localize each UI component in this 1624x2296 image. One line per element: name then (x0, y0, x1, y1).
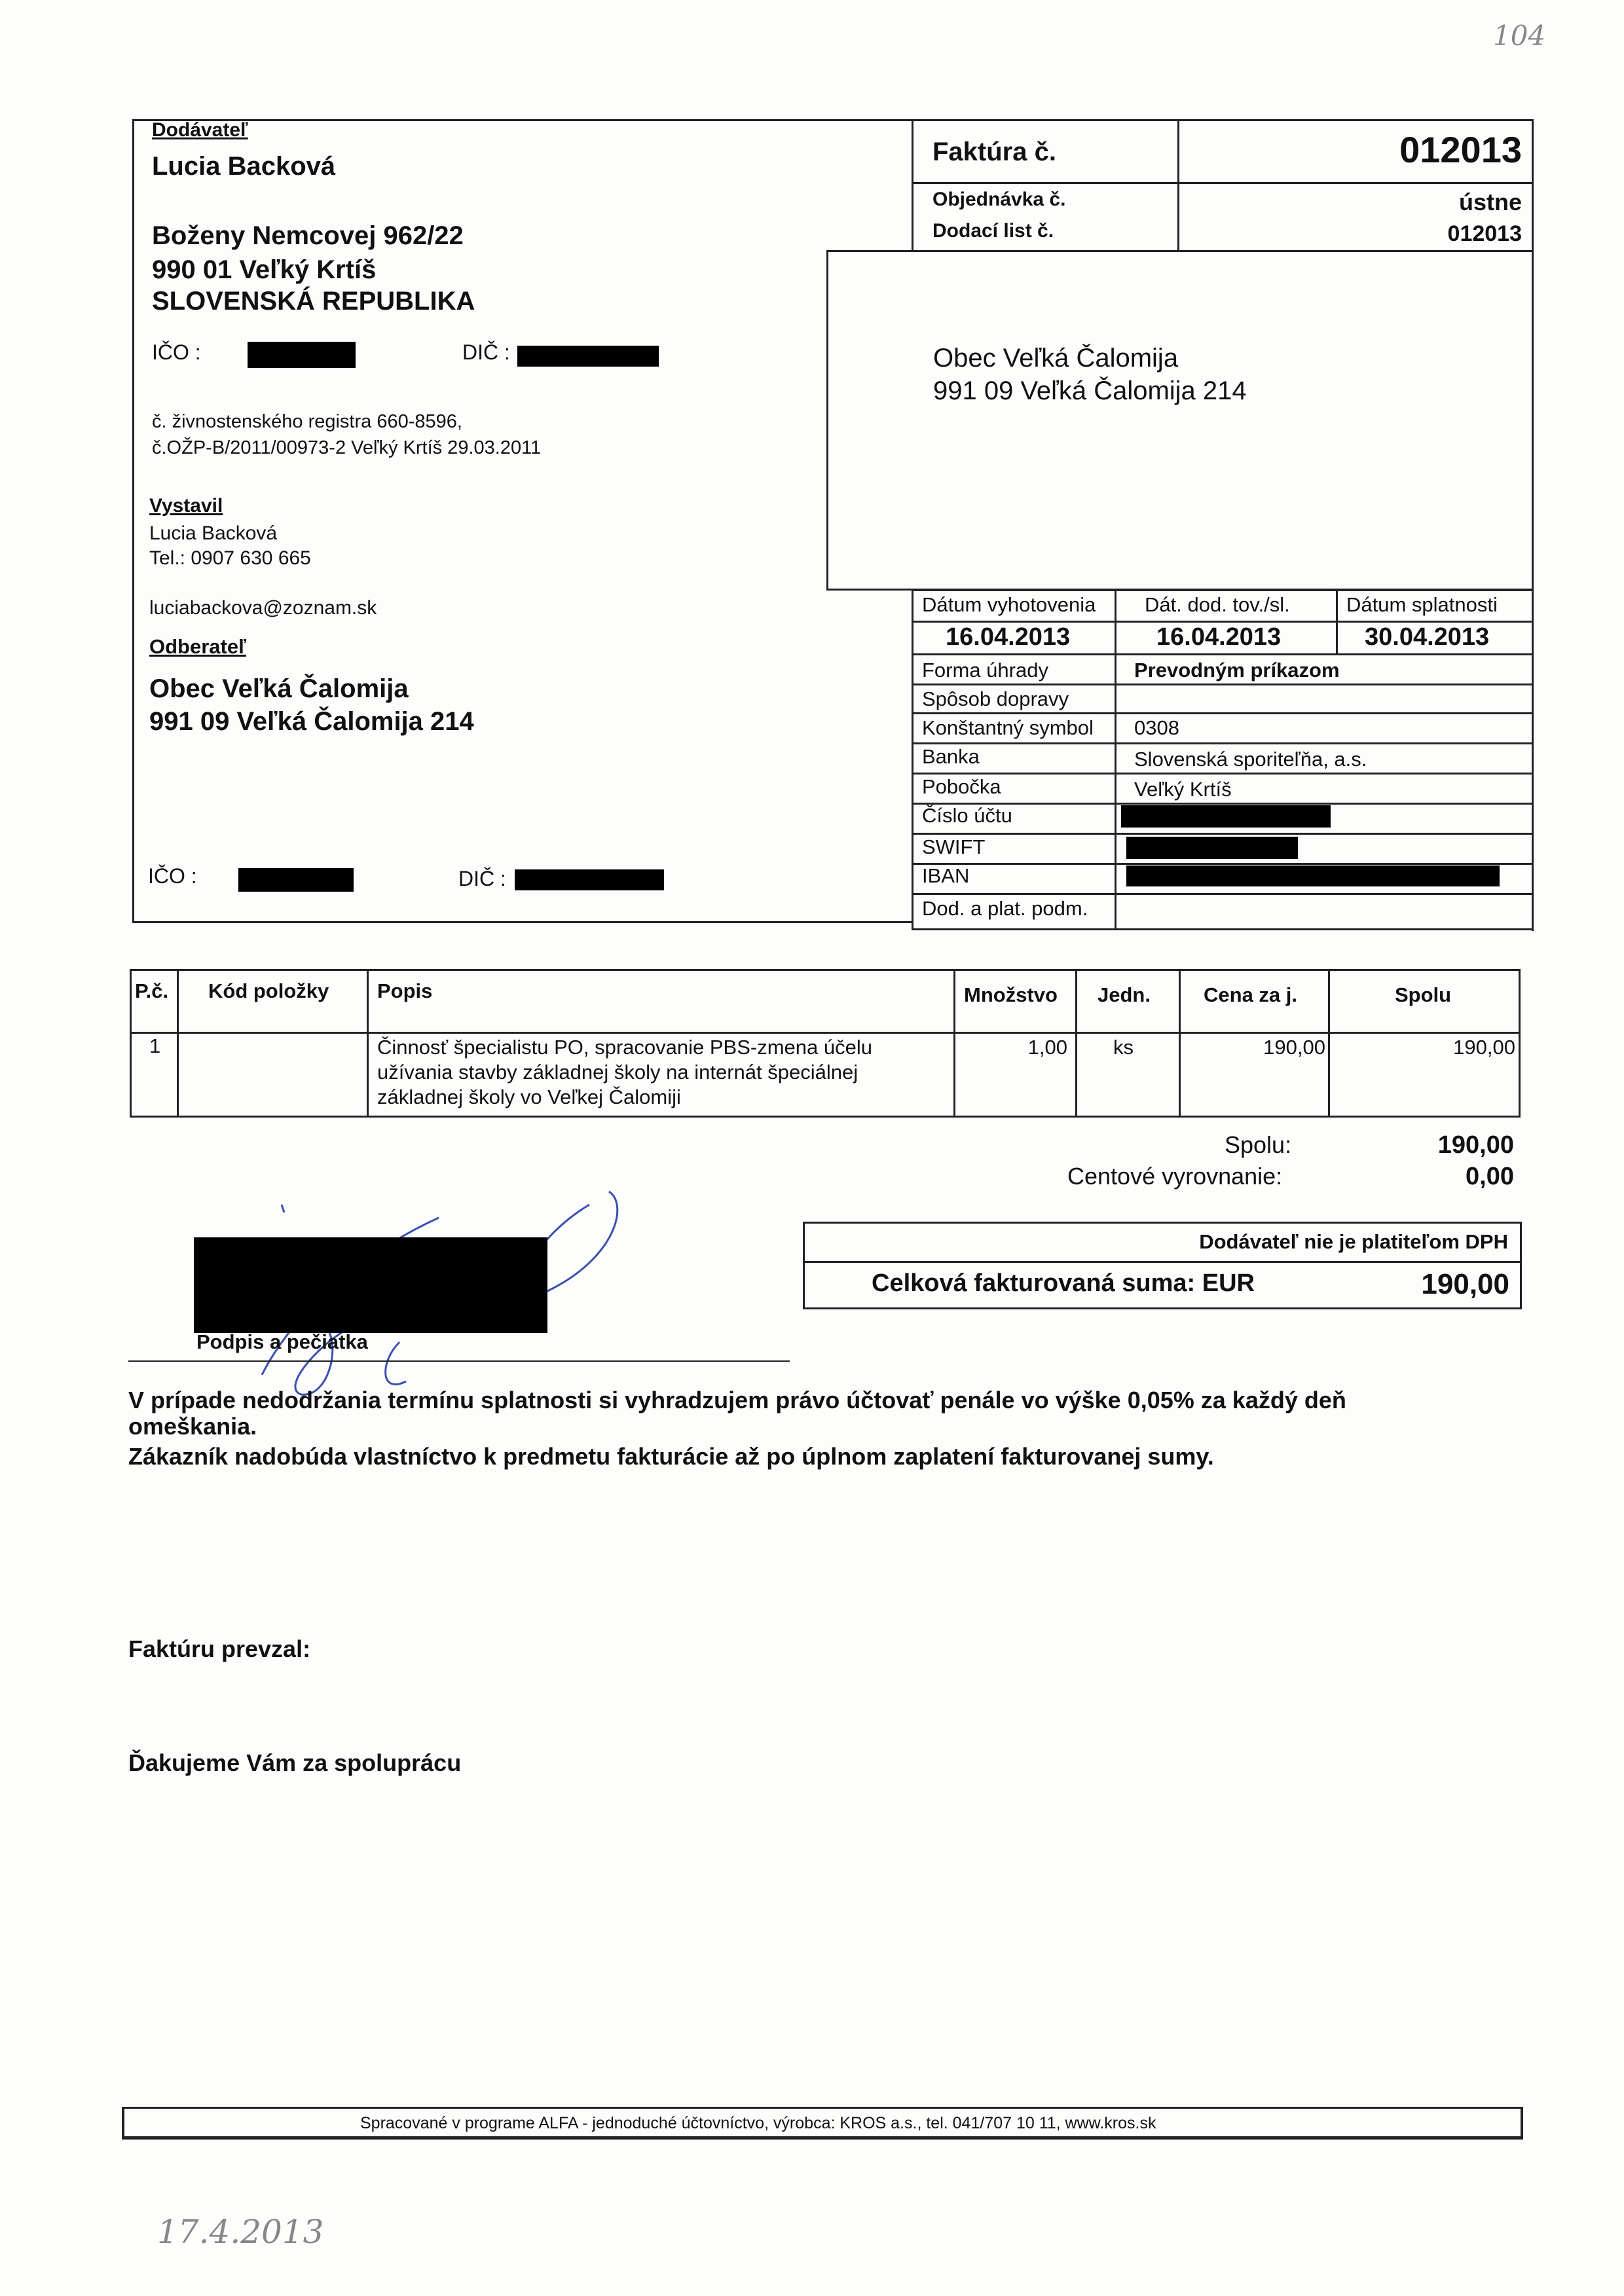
row-price: 190,00 (1263, 1036, 1325, 1059)
issued-name: Lucia Backová (149, 522, 278, 544)
supplier-dic-label: DIČ : (462, 340, 510, 364)
delivery-note-value: 012013 (1447, 221, 1522, 246)
invoice-number: 012013 (1399, 129, 1522, 170)
order-value: ústne (1458, 189, 1522, 215)
iban-redacted (1126, 866, 1500, 886)
branch-value: Veľký Krtíš (1134, 778, 1232, 801)
supplier-email: luciabackova@zoznam.sk (149, 597, 377, 619)
recipient-address-box (826, 250, 1534, 591)
col-header-pc: P.č. (135, 979, 169, 1002)
customer-ico-label: IČO : (148, 864, 197, 888)
supplier-dic-redacted (517, 346, 659, 367)
row-unit: ks (1113, 1036, 1134, 1059)
col-header-unit: Jedn. (1098, 983, 1151, 1006)
grand-total-value: 190,00 (1421, 1268, 1509, 1300)
grand-total-box (803, 1222, 1522, 1309)
rounding-value: 0,00 (1466, 1163, 1514, 1190)
row-desc-line3: základnej školy vo Veľkej Čalomiji (377, 1085, 681, 1108)
delivery-note-label: Dodací list č. (932, 220, 1054, 242)
supplier-street: Boženy Nemcovej 962/22 (152, 221, 464, 250)
thanks-text: Ďakujeme Vám za spoluprácu (128, 1749, 462, 1776)
col-header-code: Kód položky (208, 979, 329, 1002)
account-label: Číslo účtu (922, 804, 1012, 827)
vat-note: Dodávateľ nie je platiteľom DPH (1199, 1230, 1508, 1253)
supplier-name: Lucia Backová (152, 152, 336, 181)
payment-method-label: Forma úhrady (922, 659, 1048, 682)
constant-symbol-value: 0308 (1134, 716, 1179, 739)
transport-label: Spôsob dopravy (922, 687, 1069, 710)
customer-ico-redacted (238, 868, 354, 892)
supplier-ico-redacted (248, 342, 356, 368)
issue-date-value: 16.04.2013 (946, 623, 1071, 651)
sum-label: Spolu: (1225, 1131, 1292, 1158)
supplier-heading: Dodávateľ (152, 119, 248, 141)
bank-value: Slovenská sporiteľňa, a.s. (1134, 748, 1367, 771)
due-date-value: 30.04.2013 (1365, 623, 1490, 651)
customer-dic-label: DIČ : (458, 867, 506, 890)
due-date-label: Dátum splatnosti (1346, 593, 1498, 616)
branch-label: Pobočka (922, 775, 1001, 798)
supplier-country: SLOVENSKÁ REPUBLIKA (152, 287, 475, 316)
bank-label: Banka (922, 745, 980, 768)
row-total: 190,00 (1453, 1036, 1515, 1059)
row-pc: 1 (149, 1034, 161, 1057)
issue-date-label: Dátum vyhotovenia (922, 593, 1096, 616)
grand-total-label: Celková fakturovaná suma: EUR (872, 1269, 1255, 1297)
stamp-redacted (194, 1237, 547, 1333)
terms-label: Dod. a plat. podm. (922, 897, 1088, 920)
issued-heading: Vystavil (149, 495, 223, 517)
supplier-city: 990 01 Veľký Krtíš (152, 255, 377, 284)
row-desc-line1: Činnosť špecialistu PO, spracovanie PBS-zmena účelu (377, 1036, 872, 1059)
col-header-total: Spolu (1395, 983, 1452, 1006)
col-header-qty: Množstvo (964, 983, 1058, 1006)
swift-label: SWIFT (922, 835, 986, 858)
customer-name: Obec Veľká Čalomija (149, 674, 409, 703)
delivery-date-value: 16.04.2013 (1156, 623, 1282, 651)
issued-tel: Tel.: 0907 630 665 (149, 547, 311, 569)
constant-symbol-label: Konštantný symbol (922, 716, 1094, 739)
col-header-desc: Popis (377, 979, 433, 1002)
signature-label: Podpis a pečiatka (196, 1330, 368, 1353)
col-header-price: Cena za j. (1204, 983, 1297, 1006)
supplier-ico-label: IČO : (152, 340, 201, 364)
note-line3: Zákazník nadobúda vlastníctvo k predmetu fakturácie až po úplnom zaplatení fakturovanej sumy. (128, 1443, 1214, 1470)
software-footer (122, 2107, 1523, 2140)
delivery-date-label: Dát. dod. tov./sl. (1145, 593, 1290, 616)
customer-dic-redacted (515, 869, 664, 890)
page-number-handwritten: 104 (1493, 20, 1546, 52)
account-redacted (1121, 805, 1331, 828)
note-line2: omeškania. (128, 1413, 257, 1440)
payment-method-value: Prevodným príkazom (1134, 659, 1340, 682)
row-qty: 1,00 (1027, 1036, 1067, 1059)
note-line1: V prípade nedodržania termínu splatnosti si vyhradzujem právo účtovať penále vo výške 0,05% za každý deň (128, 1387, 1346, 1413)
sum-value: 190,00 (1437, 1131, 1514, 1159)
received-label: Faktúru prevzal: (128, 1635, 311, 1662)
date-handwritten: 17.4.2013 (157, 2213, 324, 2251)
customer-address: 991 09 Veľká Čalomija 214 (149, 707, 474, 736)
row-desc-line2: užívania stavby základnej školy na internát špeciálnej (377, 1061, 858, 1084)
invoice-title-label: Faktúra č. (932, 137, 1056, 166)
recipient-line2: 991 09 Veľká Čalomija 214 (933, 376, 1247, 405)
recipient-line1: Obec Veľká Čalomija (933, 344, 1179, 373)
rounding-label: Centové vyrovnanie: (1067, 1163, 1283, 1190)
supplier-register-line2: č.OŽP-B/2011/00973-2 Veľký Krtíš 29.03.2011 (152, 437, 542, 458)
customer-heading: Odberateľ (149, 635, 247, 658)
swift-redacted (1126, 837, 1298, 859)
order-label: Objednávka č. (932, 189, 1066, 210)
supplier-register-line1: č. živnostenského registra 660-8596, (152, 411, 462, 432)
footer-text: Spracované v programe ALFA - jednoduché účtovníctvo, výrobca: KROS a.s., tel. 041/707 10 11, www.kros.sk (360, 2114, 1156, 2132)
iban-label: IBAN (922, 864, 970, 887)
